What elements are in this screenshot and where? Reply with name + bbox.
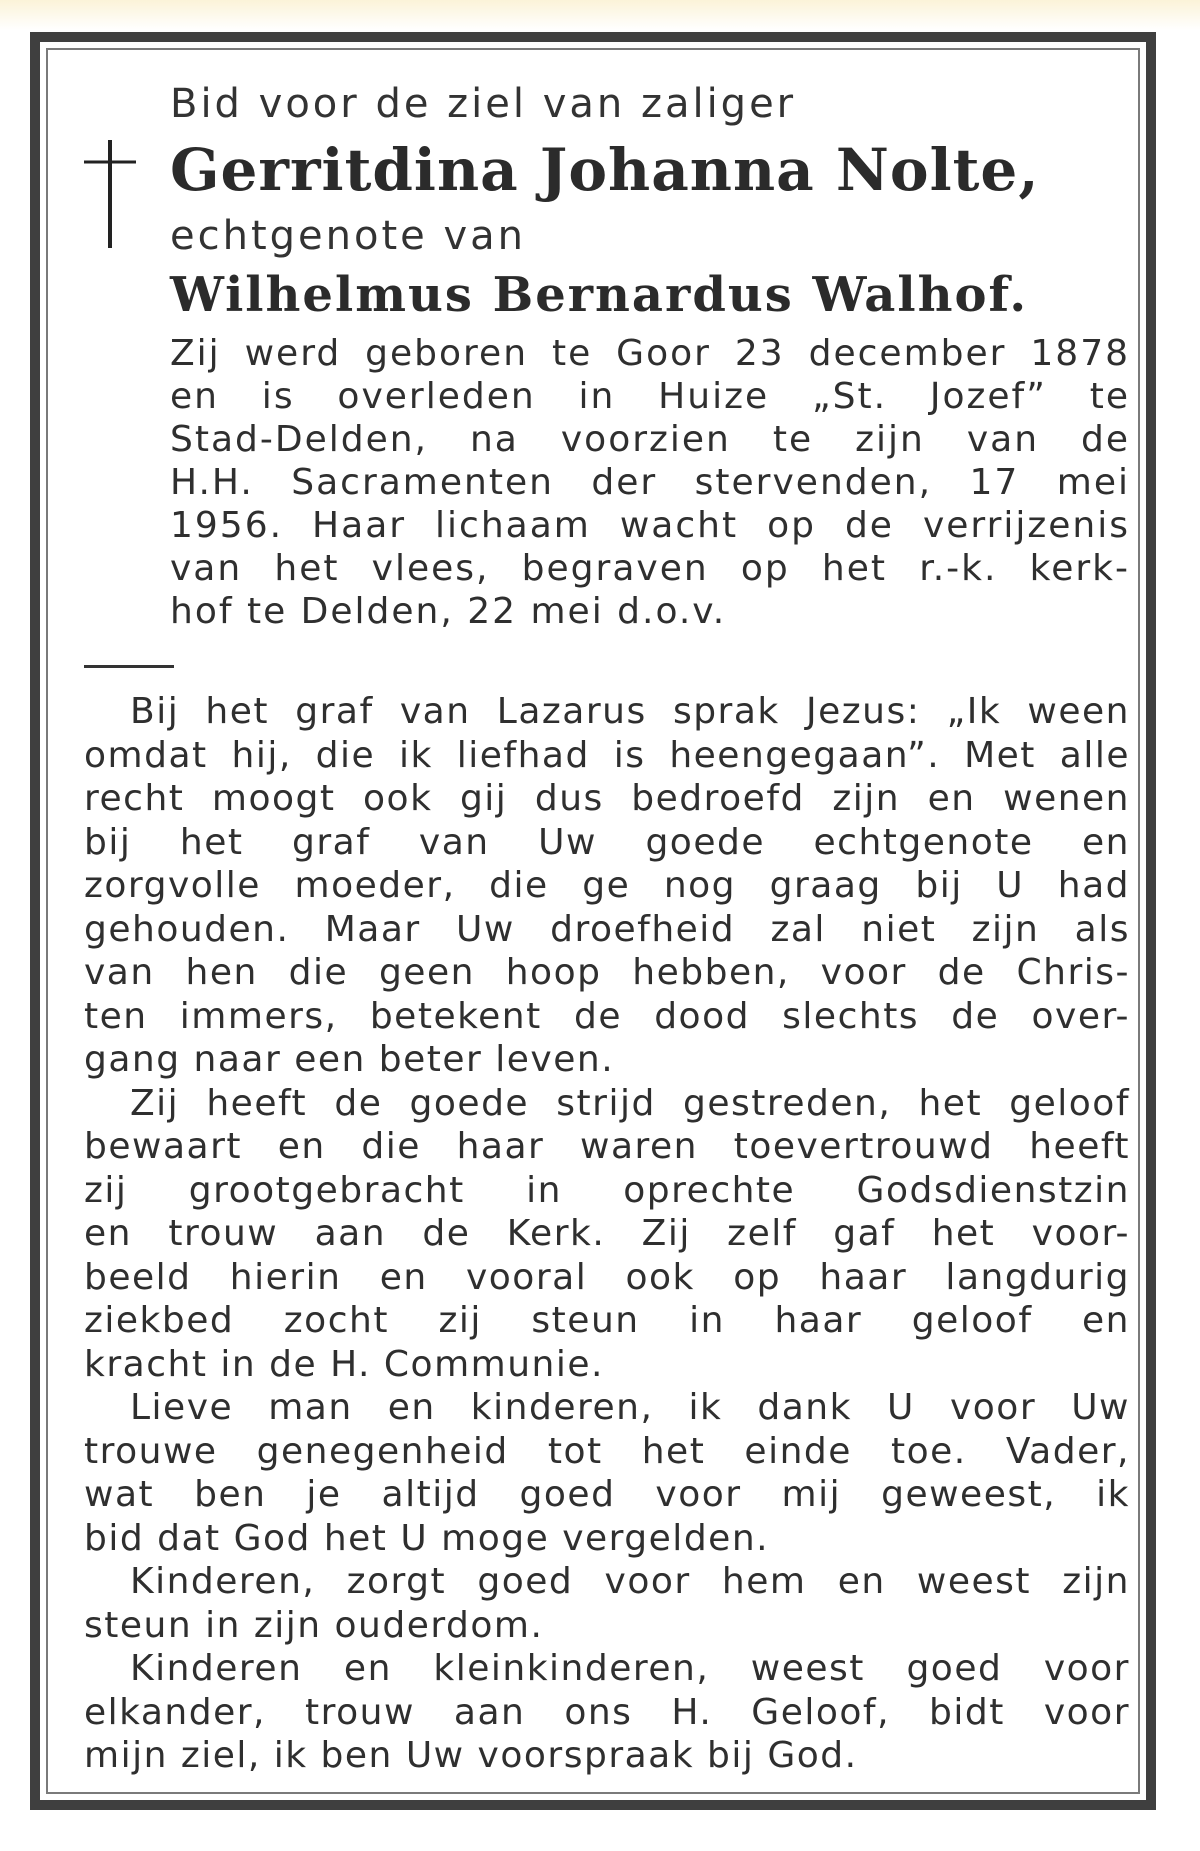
invocation-text: Bid voor de ziel van zaliger [170, 81, 797, 127]
spouse-name: Wilhelmus Bernardus Walhof. [170, 267, 1029, 323]
text-line: zorgvolle moeder, die ge nog graag bij U had [84, 865, 1130, 906]
text-line: trouwe genegenheid tot het einde toe. Vader, [84, 1430, 1130, 1472]
paragraph-husband [84, 1386, 1130, 1560]
text-line: mijn ziel, ik ben Uw voorspraak bij God. [84, 1735, 858, 1776]
text-line: omdat hij, die ik liefhad is heengegaan”. Met alle [84, 734, 1130, 776]
text-line: kracht in de H. Communie. [84, 1343, 604, 1385]
text-line: Kinderen en kleinkinderen, weest goed voor [130, 1648, 1130, 1689]
text-line: Lieve man en kinderen, ik dank U voor Uw [130, 1387, 1130, 1428]
divider-rule [84, 665, 174, 668]
biography-line: en is overleden in Huize „St. Jozef” te [170, 376, 1130, 417]
paragraph-faith [84, 1082, 1130, 1387]
cross-icon [80, 138, 140, 250]
paragraph-lazarus [84, 690, 1130, 1082]
text-line: wat ben je altijd goed voor mij geweest, ik [84, 1474, 1130, 1515]
text-line: bewaart en die haar waren toevertrouwd heeft [84, 1126, 1130, 1167]
biography-line: 1956. Haar lichaam wacht op de verrijzenis [170, 505, 1130, 546]
relation-text: echtgenote van [170, 213, 527, 259]
biography-line: hof te Delden, 22 mei d.o.v. [170, 591, 727, 632]
text-line: bid dat God het U moge vergelden. [84, 1517, 770, 1559]
deceased-name: Gerritdina Johanna Nolte, [170, 136, 1040, 204]
biography-line: Zij werd geboren te Goor 23 december 1878 [170, 333, 1130, 374]
biography-line: van het vlees, begraven op het r.-k. kerk- [170, 548, 1130, 589]
text-line: ziekbed zocht zij steun in haar geloof en [84, 1300, 1130, 1341]
biography-block [170, 332, 1130, 633]
text-line: gang naar een beter leven. [84, 1039, 615, 1080]
biography-line: Stad-Delden, na voorzien te zijn van de [170, 419, 1130, 460]
text-line: Kinderen, zorgt goed voor hem en weest zijn [130, 1561, 1130, 1602]
text-line: beeld hierin en vooral ook op haar langdurig [84, 1256, 1130, 1298]
biography-line: H.H. Sacramenten der stervenden, 17 mei [170, 462, 1130, 503]
text-line: ten immers, betekent de dood slechts de over- [84, 995, 1130, 1037]
text-line: steun in zijn ouderdom. [84, 1604, 544, 1646]
text-line: Zij heeft de goede strijd gestreden, het geloof [130, 1082, 1130, 1124]
card-header [170, 78, 1130, 633]
memorial-text [84, 690, 1130, 1778]
text-line: elkander, trouw aan ons H. Geloof, bidt voor [84, 1691, 1130, 1733]
paragraph-children [84, 1560, 1130, 1647]
text-line: en trouw aan de Kerk. Zij zelf gaf het voor- [84, 1213, 1130, 1254]
text-line: recht moogt ook gij dus bedroefd zijn en wenen [84, 778, 1130, 819]
text-line: bij het graf van Uw goede echtgenote en [84, 821, 1130, 863]
text-line: gehouden. Maar Uw droefheid zal niet zijn als [84, 908, 1130, 950]
text-line: van hen die geen hoop hebben, voor de Chris- [84, 952, 1130, 993]
paragraph-grandchildren [84, 1647, 1130, 1778]
text-line: Bij het graf van Lazarus sprak Jezus: „Ik ween [130, 691, 1130, 732]
text-line: zij grootgebracht in oprechte Godsdienstzin [84, 1169, 1130, 1211]
